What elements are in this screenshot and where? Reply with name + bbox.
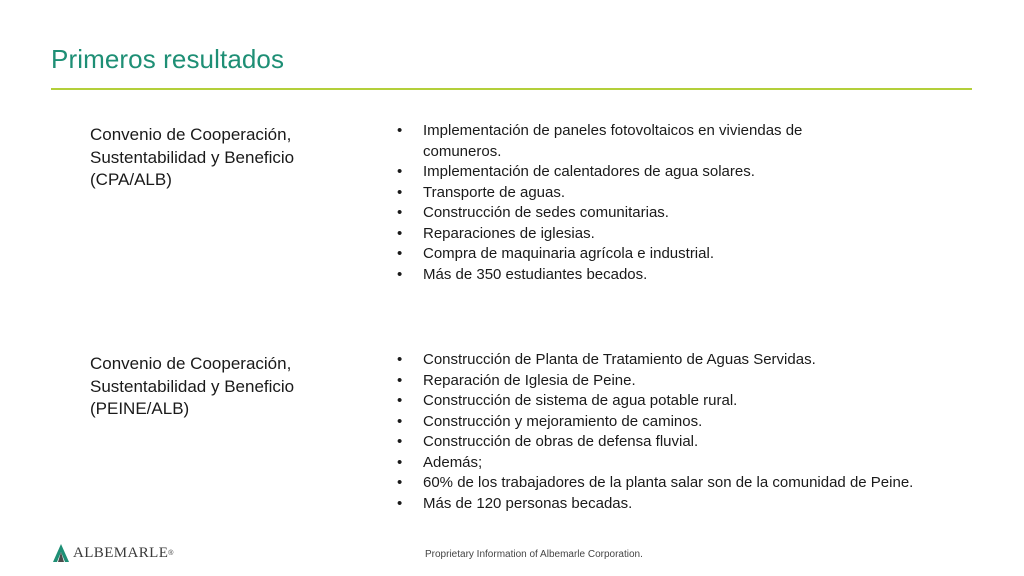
list-item: • Construcción de sistema de agua potable rural. xyxy=(397,391,937,412)
albemarle-logo xyxy=(52,542,173,564)
agreement-label-peine xyxy=(90,353,350,421)
list-item: • Implementación de calentadores de agua solares. xyxy=(397,162,937,183)
agreement-label-cpa xyxy=(90,124,350,192)
results-list-cpa xyxy=(397,121,937,285)
list-item: • Construcción de sedes comunitarias. xyxy=(397,203,937,224)
agreement-line: Convenio de Cooperación, xyxy=(90,125,292,144)
list-item: • Implementación de paneles fotovoltaicos en viviendas de comuneros. xyxy=(397,121,863,162)
agreement-line: Convenio de Cooperación, xyxy=(90,354,292,373)
title-divider xyxy=(51,88,972,90)
agreement-line: Sustentabilidad y Beneficio xyxy=(90,376,295,396)
logo-wordmark: ALBEMARLE xyxy=(73,544,169,561)
agreement-line: (CPA/ALB) xyxy=(90,170,172,189)
logo-registered-mark: ® xyxy=(168,549,174,557)
list-item: • Reparaciones de iglesias. xyxy=(397,224,937,245)
list-item: • Construcción y mejoramiento de caminos. xyxy=(397,412,937,433)
slide-title: Primeros resultados xyxy=(51,44,285,74)
albemarle-logo-mark-icon xyxy=(52,543,70,563)
list-item: • Más de 120 personas becadas. xyxy=(397,494,937,515)
list-item: • 60% de los trabajadores de la planta salar son de la comunidad de Peine. xyxy=(397,473,933,494)
agreement-line: (PEINE/ALB) xyxy=(90,399,190,418)
list-item: • Construcción de obras de defensa fluvial. xyxy=(397,432,937,453)
list-item: • Construcción de Planta de Tratamiento de Aguas Servidas. xyxy=(397,350,937,371)
results-list-peine xyxy=(397,350,937,514)
list-item: • Reparación de Iglesia de Peine. xyxy=(397,371,937,392)
list-item: • Más de 350 estudiantes becados. xyxy=(397,265,937,286)
agreement-line: Sustentabilidad y Beneficio xyxy=(90,147,295,167)
proprietary-note: Proprietary Information of Albemarle Corporation. xyxy=(425,549,643,560)
list-item: • Además; xyxy=(397,453,937,474)
list-item: • Compra de maquinaria agrícola e industrial. xyxy=(397,244,937,265)
list-item: • Transporte de aguas. xyxy=(397,183,937,204)
